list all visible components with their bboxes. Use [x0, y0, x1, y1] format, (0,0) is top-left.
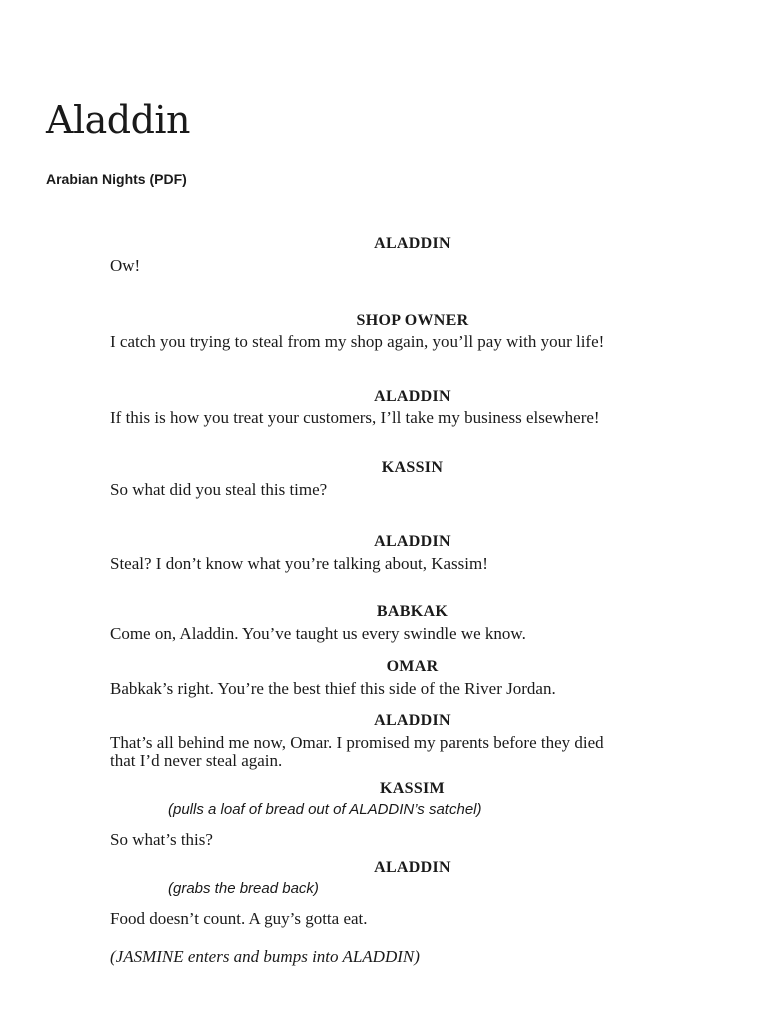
- character-name: KASSIN: [381, 459, 444, 476]
- character-name: OMAR: [386, 658, 439, 675]
- character-name: ALADDIN: [374, 859, 451, 876]
- character-name: KASSIM: [380, 780, 445, 797]
- parenthetical-direction: (pulls a loaf of bread out of ALADDIN’s satchel): [168, 801, 482, 818]
- dialogue-line: So what’s this?: [110, 830, 213, 849]
- dialogue-line: Ow!: [110, 256, 141, 275]
- character-name: ALADDIN: [374, 388, 451, 405]
- character-name: SHOP OWNER: [356, 312, 469, 329]
- dialogue-line: That’s all behind me now, Omar. I promised my parents before they died: [110, 733, 604, 752]
- document-subtitle: Arabian Nights (PDF): [46, 171, 187, 187]
- document-title: Aladdin: [46, 98, 191, 142]
- dialogue-line: Food doesn’t count. A guy’s gotta eat.: [110, 909, 368, 928]
- dialogue-line: Babkak’s right. You’re the best thief this side of the River Jordan.: [110, 679, 556, 698]
- character-name: ALADDIN: [374, 712, 451, 729]
- character-name: ALADDIN: [374, 235, 451, 252]
- dialogue-line: So what did you steal this time?: [110, 480, 328, 499]
- dialogue-line: Steal? I don’t know what you’re talking about, Kassim!: [110, 554, 488, 573]
- character-name: BABKAK: [376, 603, 449, 620]
- dialogue-line: that I’d never steal again.: [110, 751, 283, 770]
- dialogue-line: I catch you trying to steal from my shop again, you’ll pay with your life!: [110, 332, 605, 351]
- parenthetical-direction: (grabs the bread back): [168, 880, 319, 897]
- character-name: ALADDIN: [374, 533, 451, 550]
- dialogue-line: Come on, Aladdin. You’ve taught us every swindle we know.: [110, 624, 526, 643]
- dialogue-line: If this is how you treat your customers, I’ll take my business elsewhere!: [110, 408, 600, 427]
- stage-direction: (JASMINE enters and bumps into ALADDIN): [110, 947, 420, 966]
